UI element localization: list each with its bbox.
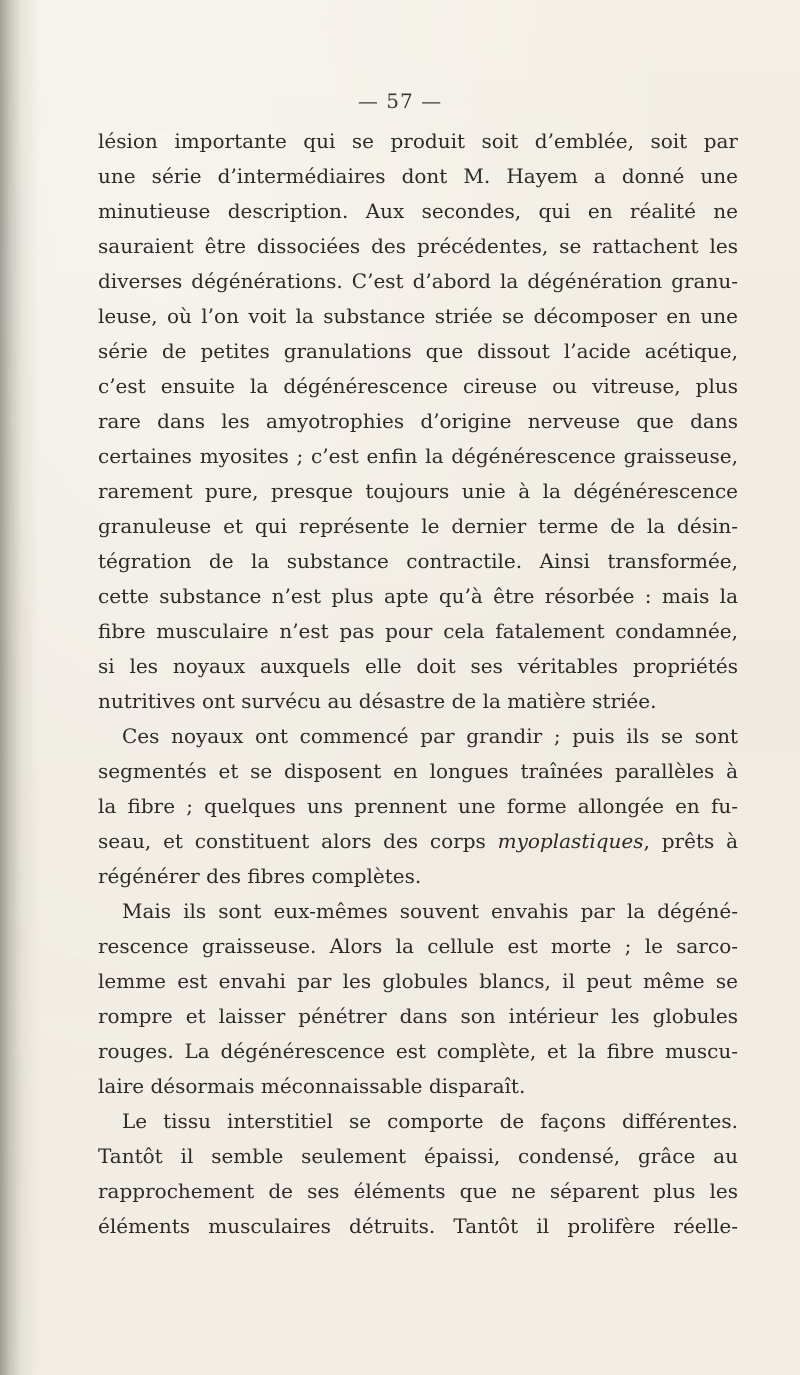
text-line: la fibre ; quelques uns prennent une forme allongée en fu- — [98, 794, 738, 818]
text-line: rescence graisseuse. Alors la cellule est morte ; le sarco- — [98, 934, 738, 958]
text-line: Tantôt il semble seulement épaissi, condensé, grâce au — [98, 1144, 738, 1168]
text-line: rompre et laisser pénétrer dans son intérieur les globules — [98, 1004, 738, 1028]
text-line: granuleuse et qui représente le dernier terme de la désin- — [98, 514, 738, 538]
text-segment: seau, et constituent alors des corps — [98, 829, 498, 853]
text-line: éléments musculaires détruits. Tantôt il prolifère réelle- — [98, 1214, 738, 1238]
text-line: rare dans les amyotrophies d’origine nerveuse que dans — [98, 409, 738, 433]
text-line: minutieuse description. Aux secondes, qui en réalité ne — [98, 199, 738, 223]
text-line: Le tissu interstitiel se comporte de façons différentes. — [122, 1109, 738, 1133]
text-line: leuse, où l’on voit la substance striée se décomposer en une — [98, 304, 738, 328]
text-line: si les noyaux auxquels elle doit ses véritables propriétés — [98, 654, 738, 678]
text-line: cette substance n’est plus apte qu’à être résorbée : mais la — [98, 584, 738, 608]
text-line: fibre musculaire n’est pas pour cela fatalement condamnée, — [98, 619, 738, 643]
text-line: rouges. La dégénérescence est complète, et la fibre muscu- — [98, 1039, 738, 1063]
text-line: laire désormais méconnaissable disparaît. — [98, 1074, 526, 1098]
text-line: diverses dégénérations. C’est d’abord la dégénération granu- — [98, 269, 738, 293]
body-text — [98, 124, 738, 1244]
text-line: rapprochement de ses éléments que ne séparent plus les — [98, 1179, 738, 1203]
text-line: lemme est envahi par les globules blancs, il peut même se — [98, 969, 738, 993]
text-line: série de petites granulations que dissout l’acide acétique, — [98, 339, 738, 363]
text-line: nutritives ont survécu au désastre de la matière striée. — [98, 689, 657, 713]
text-line: rarement pure, presque toujours unie à la dégénérescence — [98, 479, 738, 503]
text-line: Mais ils sont eux-mêmes souvent envahis par la dégéné- — [122, 899, 738, 923]
text-line: c’est ensuite la dégénérescence cireuse ou vitreuse, plus — [98, 374, 738, 398]
italic-term: myoplastiques — [497, 829, 644, 853]
text-line: Ces noyaux ont commencé par grandir ; puis ils se sont — [122, 724, 738, 748]
text-line: sauraient être dissociées des précédentes, se rattachent les — [98, 234, 738, 258]
text-segment: , prêts à — [643, 829, 739, 853]
text-line: régénérer des fibres complètes. — [98, 864, 422, 888]
text-line: une série d’intermédiaires dont M. Hayem a donné une — [98, 164, 738, 188]
text-line: tégration de la substance contractile. Ainsi transformée, — [98, 549, 738, 573]
text-line: segmentés et se disposent en longues traînées parallèles à — [98, 759, 738, 783]
text-line: lésion importante qui se produit soit d’emblée, soit par — [98, 129, 738, 153]
page-number: — 57 — — [357, 89, 443, 113]
page-binding-shadow — [0, 0, 40, 1375]
text-line: certaines myosites ; c’est enfin la dégénérescence graisseuse, — [98, 444, 738, 468]
text-line — [98, 824, 738, 859]
